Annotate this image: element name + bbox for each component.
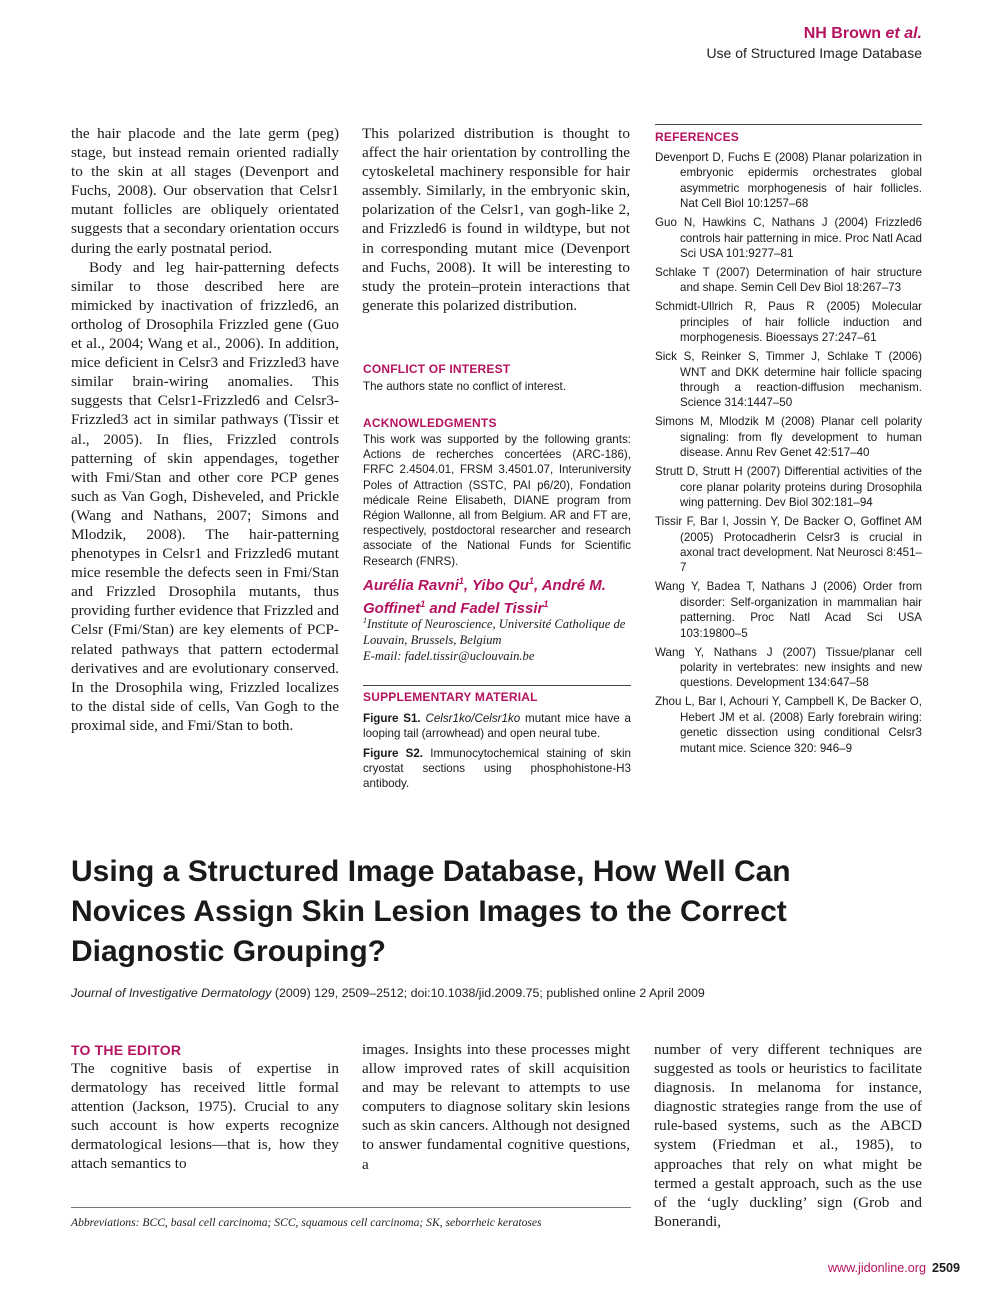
reference-item: Wang Y, Nathans J (2007) Tissue/planar cell polarity in vertebrates: new insights and new questions. Development 134:647–58 bbox=[655, 645, 922, 690]
reference-item: Strutt D, Strutt H (2007) Differential activities of the core planar polarity proteins during Drosophila wing patterning. Dev Biol 302:181–94 bbox=[655, 465, 922, 510]
abbreviations-footnote: Abbreviations: BCC, basal cell carcinoma; SCC, squamous cell carcinoma; SK, seborrheic keratoses bbox=[71, 1216, 542, 1229]
article-paragraph: number of very different techniques are suggested as tools or heuristics to facilitate diagnosis. In melanoma for instance, diagnostic strategies range from the use of rule-based systems, such as the ABCD system (Friedman et al., 1985), to approaches that rely on what might be termed a gestalt approach, such as the use of the ‘ugly duckling’ sign (Grob and Bonerandi, bbox=[654, 1041, 922, 1230]
article-paragraph: The cognitive basis of expertise in dermatology has received little formal attention (Jackson, 1975). Crucial to any such account is how experts recognize dermatological lesions—that is, how they attach semantics to bbox=[71, 1060, 339, 1173]
citation-details: (2009) 129, 2509–2512; doi:10.1038/jid.2009.75; published online 2 April 2009 bbox=[274, 986, 705, 1000]
prev-article-column-1 bbox=[71, 124, 339, 735]
supplementary-figure-s1 bbox=[363, 711, 631, 741]
prev-article-paragraph: the hair placode and the late germ (peg) stage, but instead remain oriented radially to the skin at all stages (Devenport and Fuchs, 2008). Our observation that Celsr1 mutant follicles are obliquely orientated suggests that a secondary orientation occurs during the early postnatal period. bbox=[71, 125, 339, 257]
article-column-2 bbox=[362, 1040, 630, 1174]
reference-item: Schlake T (2007) Determination of hair structure and shape. Semin Cell Dev Biol 18:267–73 bbox=[655, 266, 922, 295]
figure-label[interactable]: Figure S2. bbox=[363, 747, 424, 760]
journal-url-link[interactable]: www.jidonline.org bbox=[827, 1261, 926, 1275]
reference-item: Sick S, Reinker S, Timmer J, Schlake T (2006) WNT and DKK determine hair follicle spacing through a reaction-diffusion mechanism. Science 314:1447–50 bbox=[655, 350, 922, 410]
supplementary-heading: SUPPLEMENTARY MATERIAL bbox=[363, 690, 538, 704]
footnote-rule bbox=[71, 1207, 631, 1208]
author-name: Aurélia Ravni bbox=[363, 577, 459, 594]
article-column-3 bbox=[654, 1040, 922, 1231]
affiliation: $^1$Institute of Neuroscience, Université Catholique de Louvain, Brussels, Belgium E-mail: fadel.tissir@uclouvain.be bbox=[363, 616, 626, 664]
reference-item: Schmidt-Ullrich R, Paus R (2005) Molecular principles of hair follicle induction and morphogenesis. Bioessays 27:247–61 bbox=[655, 300, 922, 345]
article-citation bbox=[71, 986, 705, 1000]
prev-article-paragraph: Body and leg hair-patterning defects similar to those described here are mimicked by inactivation of frizzled6, an ortholog of Drosophila Frizzled gene (Guo et al., 2004; Wang et al., 2006). In addition, mice deficient in Celsr3 and Frizzled3 have similar brain-wiring anomalies. This suggests that Celsr1-Frizzled6 and Celsr3-Frizzled3 act in similar pathways (Tissir et al., 2005). In flies, Frizzled controls patterning of skin appendages, together with Fmi/Stan and other core PCP genes such as Van Gogh, Disheveled, and Prickle (Wang and Nathans, 2007; Simons and Mlodzik, 2008). The hair-patterning phenotypes in Celsr1 and Frizzled6 mutant mice resemble the defects seen in Fmi/Stan and Frizzled Drosophila mutants, thus providing further evidence that Frizzled and Celsr (Fmi/Stan) are key elements of PCP-related pathways that pattern ectodermal derivatives and are evolutionary conserved. In the Drosophila wing, Frizzled localizes to the distal side of cells, Van Gogh to the proximal side, and Fmi/Stan to both. bbox=[71, 258, 339, 734]
author-list: Aurélia Ravni$^1$, Yibo Qu$^1$, André M. Goffinet$^1$ and Fadel Tissir$^1$ bbox=[363, 576, 606, 617]
acknowledgments-heading: ACKNOWLEDGMENTS bbox=[363, 416, 497, 430]
article-paragraph: images. Insights into these processes might allow improved rates of skill acquisition and may be relevant to attempts to use computers to diagnose solitary skin lesions such as skin cancers. Although not designed to answer fundamental cognitive questions, a bbox=[362, 1041, 630, 1173]
journal-name: Journal of Investigative Dermatology bbox=[71, 986, 272, 1000]
acknowledgments-text: This work was supported by the following grants: Actions de recherches concertées (ARC-186), FRFC 2.4504.01, FRSM 3.4501.07, Interuniversity Poles of Attraction (SSTC, PAI p6/20), Fondation médicale Reine Elisabeth, DIANE program from Région Wallonne, all from Belgium. AR and FT are, respectively, postdoctoral researcher and research associate of the National Funds for Scientific Research (FNRS). bbox=[363, 433, 631, 568]
author-name: Fadel Tissir bbox=[460, 600, 544, 617]
page-number: 2509 bbox=[931, 1261, 960, 1275]
author-name: Yibo Qu bbox=[471, 577, 529, 594]
references-top-rule bbox=[655, 124, 922, 125]
header-authors: NH Brown bbox=[803, 25, 882, 42]
figure-caption: Immunocytochemical staining of skin cryostat sections using phosphohistone-H3 antibody. bbox=[363, 747, 631, 791]
reference-item: Tissir F, Bar I, Jossin Y, De Backer O, Goffinet AM (2005) Protocadherin Celsr3 is crucial in axonal tract development. Nat Neurosci 8:451–7 bbox=[655, 515, 922, 575]
running-header-title: Use of Structured Image Database bbox=[706, 45, 922, 61]
reference-item: Wang Y, Badea T, Nathans J (2006) Order from disorder: Self-organization in mammalian hair patterning. Proc Natl Acad Sci USA 103:19800–5 bbox=[655, 580, 922, 640]
genotype: Celsr1ko/Celsr1ko bbox=[425, 712, 521, 725]
author-email[interactable]: E-mail: fadel.tissir@uclouvain.be bbox=[363, 649, 535, 664]
conflict-text: The authors state no conflict of interest. bbox=[363, 380, 566, 393]
reference-item: Zhou L, Bar I, Achouri Y, Campbell K, De Backer O, Hebert JM et al. (2008) Early forebrain wiring: genetic dissection using conditional Celsr3 mutant mice. Science 320: 946–9 bbox=[655, 695, 922, 755]
header-et-al: et al. bbox=[885, 25, 922, 42]
conflict-heading: CONFLICT OF INTEREST bbox=[363, 362, 511, 376]
prev-article-paragraph: This polarized distribution is thought to affect the hair orientation by controlling the cytoskeletal machinery responsible for hair assembly. Similarly, in the embryonic skin, polarization of the Celsr1, van gogh-like 2, and Frizzled6 is found in wildtype, but not in corresponding mutant mice (Devenport and Fuchs, 2008). It will be interesting to study the protein–protein interactions that generate this polarized distribution. bbox=[362, 125, 630, 314]
figure-label[interactable]: Figure S1. bbox=[363, 712, 421, 725]
to-the-editor-heading: TO THE EDITOR bbox=[71, 1042, 182, 1058]
prev-article-column-2 bbox=[362, 124, 630, 315]
section-divider bbox=[363, 685, 631, 686]
author-name: André M. Goffinet bbox=[363, 577, 606, 617]
article-column-1 bbox=[71, 1059, 339, 1174]
reference-list bbox=[655, 150, 922, 760]
reference-item: Guo N, Hawkins C, Nathans J (2004) Frizzled6 controls hair patterning in mice. Proc Natl Acad Sci USA 101:9277–81 bbox=[655, 216, 922, 261]
affiliation-text: Institute of Neuroscience, Université Catholique de Louvain, Brussels, Belgium bbox=[363, 617, 626, 648]
page-footer bbox=[828, 1261, 960, 1275]
running-header-authors bbox=[804, 25, 922, 43]
article-title: Using a Structured Image Database, How Well Can Novices Assign Skin Lesion Images to the Correct Diagnostic Grouping? bbox=[71, 855, 791, 968]
figure-caption: mutant mice have a looping tail (arrowhead) and open neural tube. bbox=[363, 712, 631, 741]
references-heading: REFERENCES bbox=[655, 130, 740, 144]
reference-item: Devenport D, Fuchs E (2008) Planar polarization in embryonic epidermis orchestrates global asymmetric morphogenesis of hair follicles. Nat Cell Biol 10:1257–68 bbox=[655, 151, 922, 211]
reference-item: Simons M, Mlodzik M (2008) Planar cell polarity signaling: from fly development to human disease. Annu Rev Genet 42:517–40 bbox=[655, 415, 922, 460]
supplementary-figure-s2 bbox=[363, 746, 631, 792]
